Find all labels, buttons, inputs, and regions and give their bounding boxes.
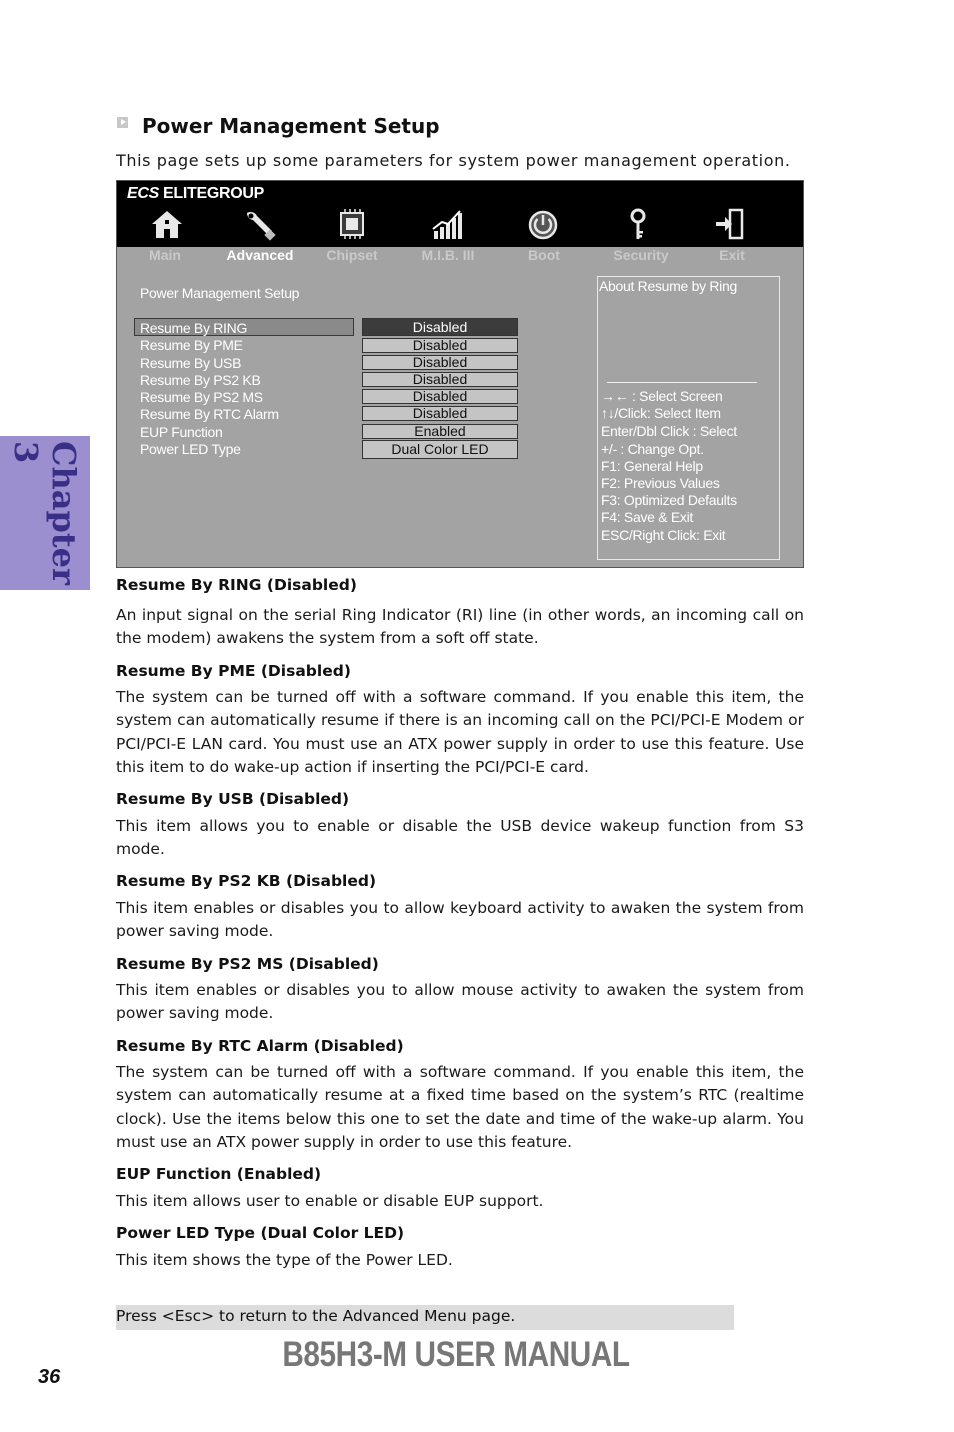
para-resume-by-pme: The system can be turned off with a software command. If you enable this item, the system can automatically resume if there is an incoming call on the PCI/PCI-E Modem or PCI/PCI-E LAN card. You must use an ATX power supply in order to use this feature. Use this item to do wake-up action if inserting the PCI/PCI-E card.: [116, 688, 804, 776]
key-icon[interactable]: [620, 207, 656, 241]
para-resume-by-ps2-ms: This item enables or disables you to allow mouse activity to awaken the system from power saving mode.: [116, 981, 804, 1023]
bios-top-bar: [117, 181, 803, 247]
value-resume-by-pme[interactable]: Disabled: [362, 338, 518, 353]
para-resume-by-rtc-alarm: The system can be turned off with a software command. If you enable this item, the system can automatically resume at a fixed time based on the system’s RTC (realtime clock). Use the items below this one to set the date and time of the wake-up alarm. You must use an ATX power supply in order to use this feature.: [116, 1063, 804, 1151]
help-line: Enter/Dbl Click : Select: [601, 423, 737, 439]
help-line: F3: Optimized Defaults: [601, 492, 737, 508]
value-power-led-type[interactable]: Dual Color LED: [362, 440, 518, 459]
heading-resume-by-rtc-alarm: Resume By RTC Alarm (Disabled): [116, 1037, 404, 1055]
help-line: →← : Select Screen: [601, 388, 723, 404]
performance-chart-icon[interactable]: [430, 207, 466, 241]
heading-resume-by-ring: Resume By RING (Disabled): [116, 576, 357, 594]
tab-main[interactable]: Main: [149, 247, 181, 263]
value-resume-by-ps2-ms[interactable]: Disabled: [362, 389, 518, 404]
ecs-logo-mark: ECS: [127, 185, 159, 202]
help-line: F4: Save & Exit: [601, 509, 693, 525]
item-resume-by-ring[interactable]: Resume By RING: [140, 320, 248, 336]
bios-logo: [127, 185, 264, 203]
help-line: +/- : Change Opt.: [601, 441, 704, 457]
value-eup-function[interactable]: Enabled: [362, 424, 518, 439]
help-panel: [597, 276, 780, 560]
heading-resume-by-usb: Resume By USB (Disabled): [116, 790, 350, 808]
help-line: F1: General Help: [601, 458, 703, 474]
chapter-tab: [0, 436, 90, 590]
value-resume-by-usb[interactable]: Disabled: [362, 355, 518, 370]
brand-name: ELITEGROUP: [163, 185, 265, 202]
item-resume-by-usb[interactable]: Resume By USB: [140, 355, 242, 371]
tab-boot[interactable]: Boot: [528, 247, 560, 263]
power-icon[interactable]: [525, 207, 561, 241]
para-resume-by-usb: This item allows you to enable or disable the USB device wakeup function from S3 mode.: [116, 817, 804, 859]
tab-exit[interactable]: Exit: [719, 247, 745, 263]
item-power-led-type[interactable]: Power LED Type: [140, 441, 241, 457]
wrench-icon[interactable]: [242, 207, 278, 241]
item-resume-by-pme[interactable]: Resume By PME: [140, 337, 243, 353]
help-line: F2: Previous Values: [601, 475, 720, 491]
section-title: Power Management Setup: [142, 114, 440, 138]
manual-title: B85H3-M USER MANUAL: [282, 1335, 630, 1374]
chip-icon[interactable]: [334, 207, 370, 241]
section-intro: This page sets up some parameters for system power management operation.: [116, 151, 791, 170]
item-resume-by-ps2-ms[interactable]: Resume By PS2 MS: [140, 389, 263, 405]
bios-page-subtitle: Power Management Setup: [140, 285, 300, 301]
para-power-led-type: This item shows the type of the Power LED.: [116, 1251, 453, 1269]
heading-resume-by-ps2-ms: Resume By PS2 MS (Disabled): [116, 955, 379, 973]
value-resume-by-ring[interactable]: Disabled: [362, 318, 518, 336]
help-line: ↑↓/Click: Select Item: [601, 405, 721, 421]
help-line: ESC/Right Click: Exit: [601, 527, 726, 543]
item-resume-by-rtc-alarm[interactable]: Resume By RTC Alarm: [140, 406, 279, 422]
help-title: About Resume by Ring: [599, 278, 737, 294]
para-resume-by-ps2-kb: This item enables or disables you to allow keyboard activity to awaken the system from power saving mode.: [116, 899, 804, 941]
section-bullet-icon: [117, 117, 128, 128]
tab-advanced[interactable]: Advanced: [226, 247, 294, 263]
heading-resume-by-ps2-kb: Resume By PS2 KB (Disabled): [116, 872, 377, 890]
tab-chipset[interactable]: Chipset: [326, 247, 378, 263]
value-resume-by-rtc-alarm[interactable]: Disabled: [362, 406, 518, 421]
chapter-label: Chapter 3: [7, 441, 83, 585]
para-eup-function: This item allows user to enable or disable EUP support.: [116, 1192, 544, 1210]
tab-mib-iii[interactable]: M.I.B. III: [421, 247, 475, 263]
tab-security[interactable]: Security: [613, 247, 669, 263]
heading-resume-by-pme: Resume By PME (Disabled): [116, 662, 351, 680]
footer-note: [116, 1305, 734, 1330]
help-divider: [607, 382, 757, 383]
bios-screenshot: [116, 180, 804, 568]
exit-icon[interactable]: [712, 207, 748, 241]
footer-note-text: Press <Esc> to return to the Advanced Menu page.: [116, 1307, 516, 1325]
home-icon[interactable]: [149, 207, 185, 241]
page-number: 36: [38, 1366, 61, 1388]
value-resume-by-ps2-kb[interactable]: Disabled: [362, 372, 518, 387]
item-eup-function[interactable]: EUP Function: [140, 424, 223, 440]
heading-eup-function: EUP Function (Enabled): [116, 1165, 322, 1183]
item-resume-by-ps2-kb[interactable]: Resume By PS2 KB: [140, 372, 261, 388]
heading-power-led-type: Power LED Type (Dual Color LED): [116, 1224, 405, 1242]
para-resume-by-ring: An input signal on the serial Ring Indicator (RI) line (in other words, an incoming call on the modem) awakens the system from a soft off state.: [116, 606, 804, 648]
